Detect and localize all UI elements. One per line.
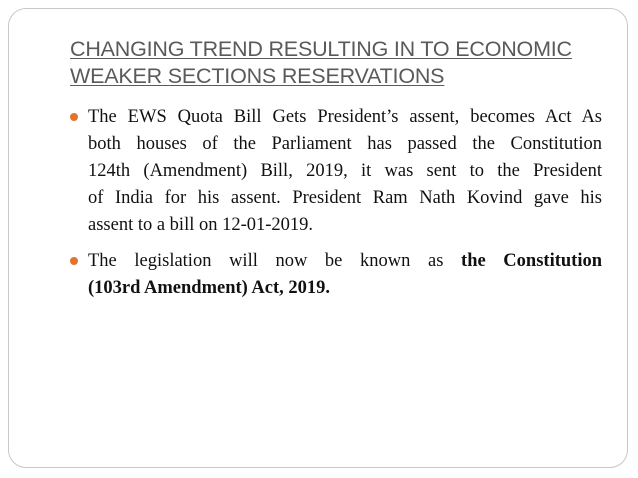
bullet-text [88,248,602,302]
bullet-line: The EWS Quota Bill Gets President’s assent, becomes Act As [88,107,602,127]
slide-title [70,36,610,90]
bullet-line: assent to a bill on 12-01-2019. [88,215,314,235]
bullet-line: both houses of the Parliament has passed the Constitution [88,134,602,154]
bullet-dot-icon [70,113,78,121]
bullet-line [88,275,602,302]
bullet-line [88,248,602,275]
bullet-dot-icon [70,257,78,265]
title-line-2: WEAKER SECTIONS RESERVATIONS [70,64,445,88]
bullet-item-legislation-name [70,248,602,302]
bullet-bold-text: (103rd Amendment) Act, 2019. [88,278,331,298]
bullet-plain-text: The legislation will now be known as [88,251,444,271]
bullet-list [70,104,602,311]
title-line-1: CHANGING TREND RESULTING IN TO ECONOMIC [70,37,572,61]
bullet-line: 124th (Amendment) Bill, 2019, it was sent to the President [88,161,602,181]
bullet-bold-text: the Constitution [461,251,602,271]
bullet-text [88,104,602,239]
bullet-item-ews-assent [70,104,602,239]
bullet-line: of India for his assent. President Ram Nath Kovind gave his [88,188,602,208]
